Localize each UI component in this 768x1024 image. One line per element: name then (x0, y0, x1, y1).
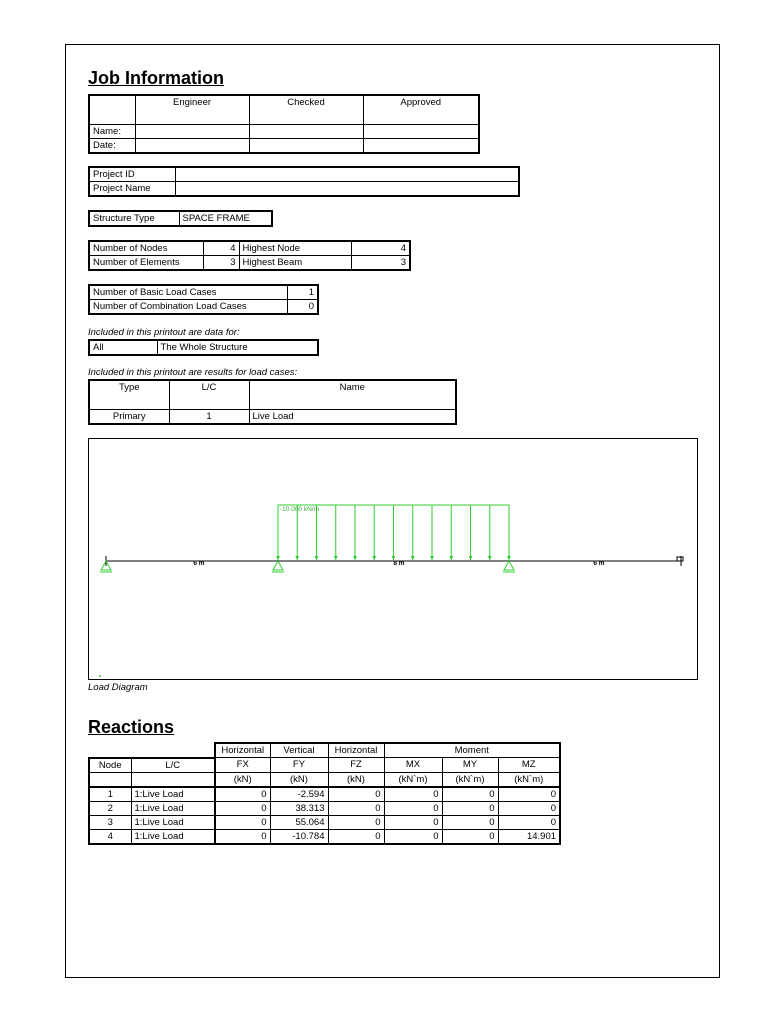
col-header-lc: L/C (131, 758, 215, 773)
elements-row (89, 256, 410, 271)
reaction-my: 0 (442, 829, 498, 844)
combo-loadcases-row (89, 300, 318, 315)
span-label-1: 6 m (193, 560, 205, 567)
unit-fz: (kN) (328, 772, 384, 787)
reaction-my: 0 (442, 787, 498, 802)
reaction-node: 1 (89, 787, 131, 802)
highest-beam-label: Highest Beam (239, 256, 351, 271)
project-table (88, 166, 520, 197)
included-data-description: The Whole Structure (157, 340, 318, 355)
job-name-checked-cell (249, 125, 363, 139)
reaction-mz: 0 (498, 787, 560, 802)
reaction-node: 3 (89, 815, 131, 829)
job-information-title: Job Information (88, 68, 224, 88)
reactions-table (88, 742, 561, 845)
support-icon (677, 557, 683, 561)
job-header-blank (89, 95, 135, 125)
project-name-value (175, 182, 519, 197)
reaction-mx: 0 (384, 787, 442, 802)
counts-table (88, 240, 411, 271)
reaction-mx: 0 (384, 815, 442, 829)
load-arrow-head (411, 556, 415, 560)
load-arrow-head (353, 556, 357, 560)
highest-node-value: 4 (351, 241, 410, 256)
units-blank-node (89, 772, 131, 787)
reaction-fz: 0 (328, 829, 384, 844)
included-results-note: Included in this printout are results for load cases: (88, 367, 298, 378)
highest-node-label: Highest Node (239, 241, 351, 256)
job-header-row (89, 95, 479, 125)
job-date-approved-cell (363, 139, 479, 154)
unit-mz: (kN`m) (498, 772, 560, 787)
col-header-fz: FZ (328, 758, 384, 773)
load-arrow-head (488, 556, 492, 560)
load-diagram-canvas (89, 439, 697, 679)
project-id-label: Project ID (89, 167, 175, 182)
structure-type-table (88, 210, 273, 227)
included-results-header-row (89, 380, 456, 410)
load-magnitude-label: -10.000 kN/m (280, 506, 320, 513)
nodes-value: 4 (203, 241, 239, 256)
reactions-units-row (89, 772, 560, 787)
nodes-label: Number of Nodes (89, 241, 203, 256)
included-data-scope: All (89, 340, 157, 355)
reaction-fx: 0 (215, 801, 270, 815)
col-header-fy: FY (270, 758, 328, 773)
project-name-label: Project Name (89, 182, 175, 197)
results-name: Live Load (249, 410, 456, 425)
basic-loadcases-value: 1 (287, 285, 318, 300)
reaction-node: 2 (89, 801, 131, 815)
col-header-my: MY (442, 758, 498, 773)
group-header-horizontal-2: Horizontal (328, 743, 384, 758)
reaction-fx: 0 (215, 829, 270, 844)
reaction-mz: 0 (498, 801, 560, 815)
job-date-label: Date: (89, 139, 135, 154)
reactions-group-header-row (89, 743, 560, 758)
load-arrow-head (315, 556, 319, 560)
support-node-4 (677, 557, 683, 561)
reaction-fx: 0 (215, 815, 270, 829)
reactions-title: Reactions (88, 717, 175, 737)
group-header-blank-lc (131, 743, 215, 758)
included-data-table (88, 339, 319, 356)
results-header-lc: L/C (169, 380, 249, 410)
col-header-mz: MZ (498, 758, 560, 773)
col-header-node: Node (89, 758, 131, 773)
project-name-row (89, 182, 519, 197)
job-date-row (89, 139, 479, 154)
reaction-my: 0 (442, 815, 498, 829)
basic-loadcases-row (89, 285, 318, 300)
load-diagram (88, 438, 698, 680)
elements-label: Number of Elements (89, 256, 203, 271)
support-icon (504, 561, 514, 570)
table-row (89, 815, 560, 829)
job-name-engineer-cell (135, 125, 249, 139)
unit-fy: (kN) (270, 772, 328, 787)
reaction-mx: 0 (384, 829, 442, 844)
project-id-row (89, 167, 519, 182)
included-results-row (89, 410, 456, 425)
col-header-mx: MX (384, 758, 442, 773)
job-name-row (89, 125, 479, 139)
units-blank-lc (131, 772, 215, 787)
job-date-checked-cell (249, 139, 363, 154)
reaction-fy: 55.064 (270, 815, 328, 829)
reaction-fz: 0 (328, 801, 384, 815)
structure-type-label: Structure Type (89, 211, 179, 226)
structure-type-row (89, 211, 272, 226)
reaction-lc: 1:Live Load (131, 815, 215, 829)
job-header-approved: Approved (363, 95, 479, 125)
group-header-moment: Moment (384, 743, 560, 758)
reaction-mz: 14.901 (498, 829, 560, 844)
table-row (89, 829, 560, 844)
results-header-type: Type (89, 380, 169, 410)
load-arrow-head (430, 556, 434, 560)
origin-marker (99, 675, 101, 677)
highest-beam-value: 3 (351, 256, 410, 271)
included-data-row (89, 340, 318, 355)
reaction-mz: 0 (498, 815, 560, 829)
load-arrow-head (276, 556, 280, 560)
job-header-checked: Checked (249, 95, 363, 125)
reaction-my: 0 (442, 801, 498, 815)
job-date-engineer-cell (135, 139, 249, 154)
reaction-lc: 1:Live Load (131, 829, 215, 844)
table-row (89, 801, 560, 815)
load-arrow-head (449, 556, 453, 560)
reaction-fy: 38.313 (270, 801, 328, 815)
reaction-lc: 1:Live Load (131, 787, 215, 802)
load-diagram-caption: Load Diagram (88, 682, 148, 693)
job-header-engineer: Engineer (135, 95, 249, 125)
load-arrow-head (372, 556, 376, 560)
load-arrow-head (507, 556, 511, 560)
span-label-3: 6 m (593, 560, 605, 567)
group-header-blank-node (89, 743, 131, 758)
reaction-fy: -2.594 (270, 787, 328, 802)
reaction-fz: 0 (328, 815, 384, 829)
reactions-col-header-row (89, 758, 560, 773)
load-arrows (276, 505, 511, 560)
col-header-fx: FX (215, 758, 270, 773)
results-lc: 1 (169, 410, 249, 425)
combo-loadcases-label: Number of Combination Load Cases (89, 300, 287, 315)
basic-loadcases-label: Number of Basic Load Cases (89, 285, 287, 300)
support-node-3 (503, 561, 515, 572)
loadcases-table (88, 284, 319, 315)
job-name-label: Name: (89, 125, 135, 139)
support-node-2 (272, 561, 284, 572)
group-header-vertical: Vertical (270, 743, 328, 758)
load-arrow-head (295, 556, 299, 560)
structure-type-value: SPACE FRAME (179, 211, 272, 226)
reaction-fx: 0 (215, 787, 270, 802)
reaction-fy: -10.784 (270, 829, 328, 844)
results-header-name: Name (249, 380, 456, 410)
job-name-approved-cell (363, 125, 479, 139)
support-icon (273, 561, 283, 570)
results-type: Primary (89, 410, 169, 425)
table-row (89, 787, 560, 802)
unit-fx: (kN) (215, 772, 270, 787)
nodes-row (89, 241, 410, 256)
reaction-fz: 0 (328, 787, 384, 802)
project-id-value (175, 167, 519, 182)
reaction-lc: 1:Live Load (131, 801, 215, 815)
unit-mx: (kN`m) (384, 772, 442, 787)
group-header-horizontal-1: Horizontal (215, 743, 270, 758)
reaction-mx: 0 (384, 801, 442, 815)
load-arrow-head (334, 556, 338, 560)
job-information-table (88, 94, 480, 154)
load-arrow-head (469, 556, 473, 560)
span-label-2: 8 m (393, 560, 405, 567)
combo-loadcases-value: 0 (287, 300, 318, 315)
included-results-table (88, 379, 457, 425)
reaction-node: 4 (89, 829, 131, 844)
unit-my: (kN`m) (442, 772, 498, 787)
included-data-note: Included in this printout are data for: (88, 327, 240, 338)
elements-value: 3 (203, 256, 239, 271)
